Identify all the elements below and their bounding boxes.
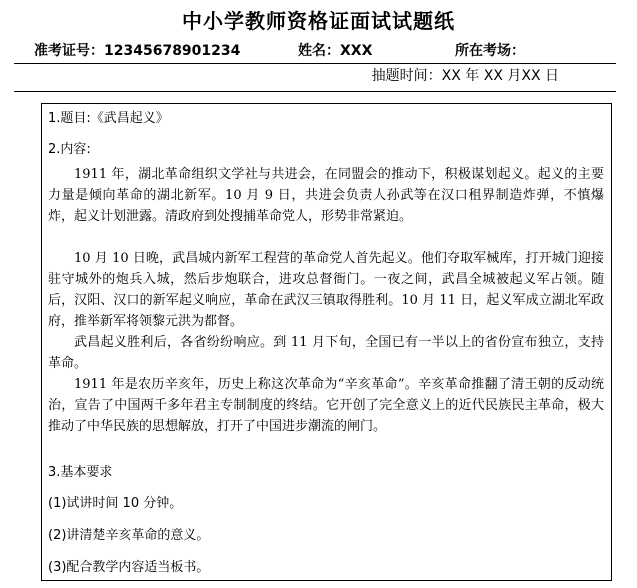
topic-line: 1.题目:《武昌起义》: [48, 111, 169, 126]
exam-number: 准考证号：12345678901234: [34, 43, 241, 59]
requirement-1: (1)试讲时间 10 分钟。: [48, 496, 183, 511]
draw-time: 抽题时间：XX 年 XX 月XX 日: [371, 68, 559, 84]
page-title: 中小学教师资格证面试试题纸: [182, 9, 455, 33]
paragraph-3: 武昌起义胜利后，各省纷纷响应。到 11 月下旬，全国已有一半以上的省份宣布独立，支持革命。: [48, 335, 604, 371]
paragraph-4: 1911 年是农历辛亥年，历史上称这次革命为“辛亥革命”。辛亥革命推翻了清王朝的反动统治，宣告了中国两千多年君主专制制度的终结。它开创了完全意义上的近代民族民主革命，极大推动了中华民族的思想解放，打开了中国进步潮流的闸门。: [48, 377, 604, 434]
paragraph-2: 10 月 10 日晚，武昌城内新军工程营的革命党人首先起义。他们夺取军械库，打开城门迎接驻守城外的炮兵入城，然后步炮联合，进攻总督衙门。一夜之间，武昌全城被起义军占领。随后，汉阳、汉口的新军起义响应，革命在武汉三镇取得胜利。10 月 11 日，起义军成立湖北军政府，推举新军将领黎元洪为都督。: [48, 251, 604, 329]
content-label: 2.内容:: [48, 142, 91, 157]
date-divider: [14, 91, 616, 92]
exam-site: 所在考场：: [455, 43, 525, 59]
candidate-info-row: [0, 40, 637, 62]
paragraph-1: 1911 年，湖北革命组织文学社与共进会，在同盟会的推动下，积极谋划起义。起义的主要力量是倾向革命的湖北新军。10 月 9 日，共进会负责人孙武等在汉口租界制造炸弹，不慎爆炸，起义计划泄露。清政府到处搜捕革命党人，形势非常紧迫。: [48, 167, 604, 224]
requirements-label: 3.基本要求: [48, 465, 113, 480]
candidate-name: 姓名：XXX: [298, 43, 373, 59]
requirement-2: (2)讲清楚辛亥革命的意义。: [48, 528, 210, 543]
header-divider: [14, 63, 616, 64]
requirement-3: (3)配合教学内容适当板书。: [48, 560, 210, 575]
